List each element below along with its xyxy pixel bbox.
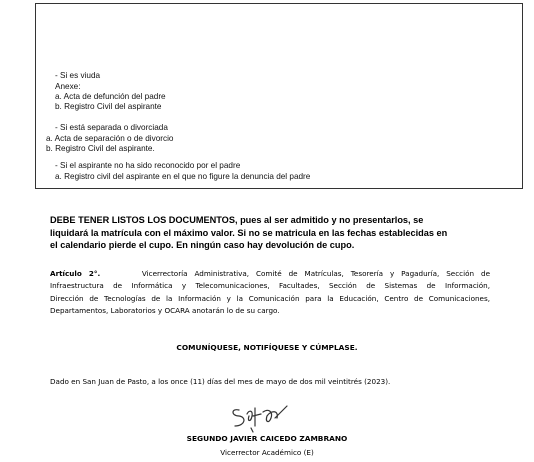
article-line: Infraestructura de Informática y Telecomunicaciones, Facultades, Sección de Sistemas de Información, bbox=[50, 281, 490, 291]
handwritten-signature bbox=[225, 402, 295, 434]
documents-warning bbox=[50, 214, 490, 252]
box-line-separated: - Si está separada o divorciada bbox=[55, 123, 168, 132]
box-line-civil-registry-3: a. Registro civil del aspirante en el que no figure la denuncia del padre bbox=[55, 172, 311, 181]
box-line-annex: Anexe: bbox=[55, 82, 81, 91]
article-line: Departamentos, Laboratorios y OCARA anotarán lo de su cargo. bbox=[50, 305, 280, 315]
warning-line: liquidará la matrícula con el máximo valor. Si no se matricula en las fechas establecidas en bbox=[50, 227, 448, 238]
box-line-death-certificate: a. Acta de defunción del padre bbox=[55, 92, 166, 101]
closing-formula: COMUNÍQUESE, NOTIFÍQUESE Y CÚMPLASE. bbox=[176, 343, 358, 352]
article-text: Vicerrectoría Administrativa, Comité de Matrículas, Tesorería y Pagaduría, Sección de bbox=[141, 269, 490, 278]
box-line-not-recognized: - Si el aspirante no ha sido reconocido por el padre bbox=[55, 161, 241, 170]
signer-role: Vicerrector Académico (E) bbox=[220, 448, 314, 457]
article-line: Dirección de Tecnologías de la Información y la Comunicación para la Educación, Centro de Comunicaciones, bbox=[50, 293, 490, 303]
issue-date: Dado en San Juan de Pasto, a los once (11) días del mes de mayo de dos mil veintitrés (2023). bbox=[50, 377, 391, 386]
signer-name: SEGUNDO JAVIER CAICEDO ZAMBRANO bbox=[186, 434, 348, 443]
box-line-widow: - Si es viuda bbox=[55, 71, 101, 80]
warning-line: el calendario pierde el cupo. En ningún caso hay devolución de cupo. bbox=[50, 240, 355, 250]
article-2 bbox=[50, 268, 490, 317]
warning-line: DEBE TENER LISTOS LOS DOCUMENTOS, pues al ser admitido y no presentarlos, se bbox=[50, 215, 424, 225]
box-line-civil-registry: b. Registro Civil del aspirante bbox=[55, 102, 162, 111]
article-label: Artículo 2°. bbox=[50, 269, 101, 278]
article-line bbox=[50, 268, 490, 280]
box-line-divorce-certificate: a. Acta de separación o de divorcio bbox=[46, 134, 174, 143]
box-line-civil-registry-2: b. Registro Civil del aspirante. bbox=[46, 144, 155, 153]
